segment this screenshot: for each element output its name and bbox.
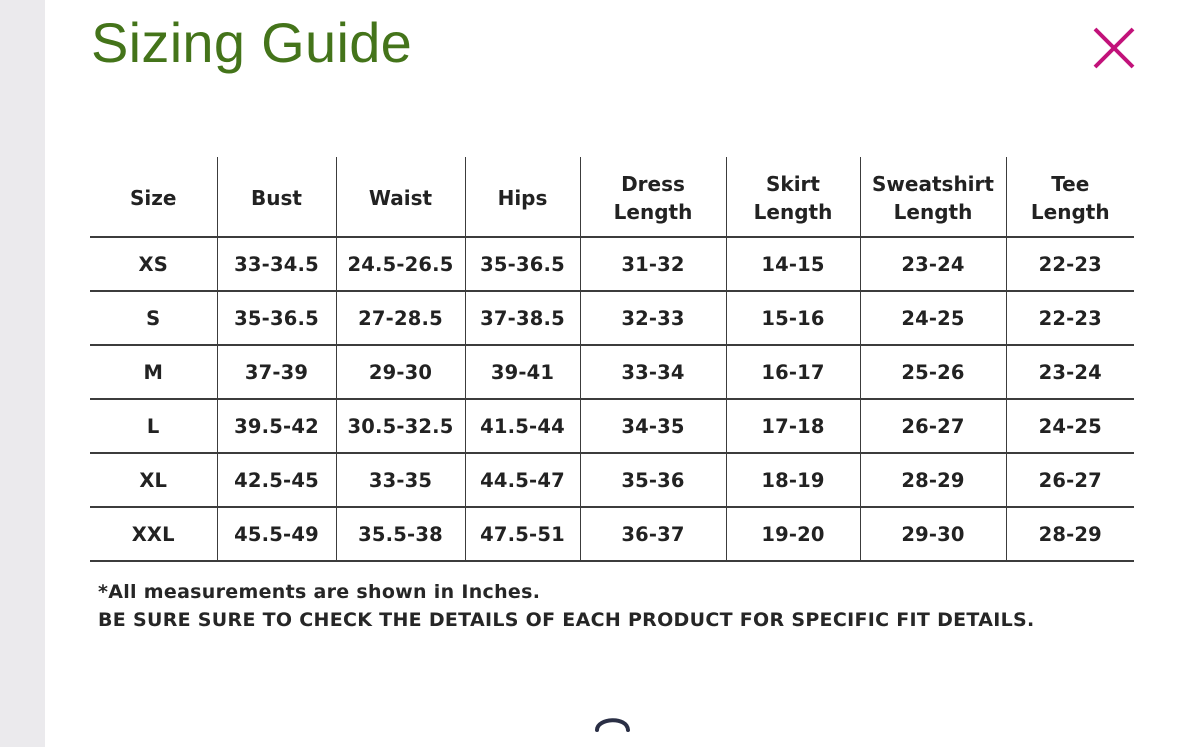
table-cell: 34-35: [580, 399, 726, 453]
header-sweatshirt-length: Sweatshirt Length: [860, 157, 1006, 237]
table-cell: 26-27: [860, 399, 1006, 453]
table-cell: 28-29: [860, 453, 1006, 507]
table-cell: 18-19: [726, 453, 860, 507]
table-cell: 35.5-38: [336, 507, 465, 561]
table-cell: 17-18: [726, 399, 860, 453]
table-cell: 37-39: [217, 345, 336, 399]
table-cell: 33-34: [580, 345, 726, 399]
table-row: [90, 291, 1134, 345]
close-icon: [1088, 22, 1140, 74]
note-fit-details: BE SURE SURE TO CHECK THE DETAILS OF EACH PRODUCT FOR SPECIFIC FIT DETAILS.: [98, 609, 1035, 631]
table-cell: 36-37: [580, 507, 726, 561]
table-cell: 33-35: [336, 453, 465, 507]
table-cell: XL: [139, 468, 168, 492]
measurement-notes: [98, 578, 1035, 634]
table-cell: 33-34.5: [217, 237, 336, 291]
header-skirt-length: Skirt Length: [726, 157, 860, 237]
table-cell: 44.5-47: [465, 453, 580, 507]
table-cell: 24.5-26.5: [336, 237, 465, 291]
table-cell: 16-17: [726, 345, 860, 399]
table-cell: 30.5-32.5: [336, 399, 465, 453]
table-row: [90, 399, 1134, 453]
table-cell: 45.5-49: [217, 507, 336, 561]
table-cell: 24-25: [1006, 399, 1134, 453]
table-cell: 35-36: [580, 453, 726, 507]
table-cell: 23-24: [860, 237, 1006, 291]
table-cell: 23-24: [1006, 345, 1134, 399]
table-cell: 37-38.5: [465, 291, 580, 345]
header-hips: Hips: [465, 157, 580, 237]
table-row: [90, 453, 1134, 507]
table-cell: 32-33: [580, 291, 726, 345]
table-cell: M: [143, 360, 164, 384]
page-backdrop: [0, 0, 45, 747]
table-row: [90, 507, 1134, 561]
table-cell: 29-30: [336, 345, 465, 399]
table-cell: 28-29: [1006, 507, 1134, 561]
header-bust: Bust: [217, 157, 336, 237]
table-cell: 15-16: [726, 291, 860, 345]
header-tee-length: Tee Length: [1006, 157, 1134, 237]
table-cell: 31-32: [580, 237, 726, 291]
close-button[interactable]: [1088, 22, 1140, 74]
table-cell: 24-25: [860, 291, 1006, 345]
table-cell: 47.5-51: [465, 507, 580, 561]
table-cell: XXL: [131, 522, 175, 546]
table-cell: 27-28.5: [336, 291, 465, 345]
table-cell: 39.5-42: [217, 399, 336, 453]
table-cell: 42.5-45: [217, 453, 336, 507]
table-cell: L: [146, 414, 160, 438]
table-cell: 25-26: [860, 345, 1006, 399]
size-chart: [90, 157, 1134, 562]
table-row: [90, 237, 1134, 291]
table-cell: 22-23: [1006, 237, 1134, 291]
modal-title: Sizing Guide: [91, 11, 413, 74]
table-cell: 35-36.5: [465, 237, 580, 291]
note-inches: *All measurements are shown in Inches.: [98, 581, 541, 603]
table-cell: S: [146, 306, 161, 330]
table-cell: XS: [138, 252, 168, 276]
header-dress-length: Dress Length: [580, 157, 726, 237]
table-cell: 22-23: [1006, 291, 1134, 345]
table-cell: 26-27: [1006, 453, 1134, 507]
table-cell: 39-41: [465, 345, 580, 399]
size-table: [90, 157, 1134, 562]
table-cell: 41.5-44: [465, 399, 580, 453]
header-waist: Waist: [336, 157, 465, 237]
table-cell: 19-20: [726, 507, 860, 561]
table-row: [90, 345, 1134, 399]
table-cell: 14-15: [726, 237, 860, 291]
table-cell: 35-36.5: [217, 291, 336, 345]
sizing-guide-modal: [45, 0, 1179, 747]
table-cell: 29-30: [860, 507, 1006, 561]
header-size: Size: [130, 185, 177, 210]
table-header-row: [90, 157, 1134, 237]
partial-glyph-icon: [593, 712, 633, 747]
